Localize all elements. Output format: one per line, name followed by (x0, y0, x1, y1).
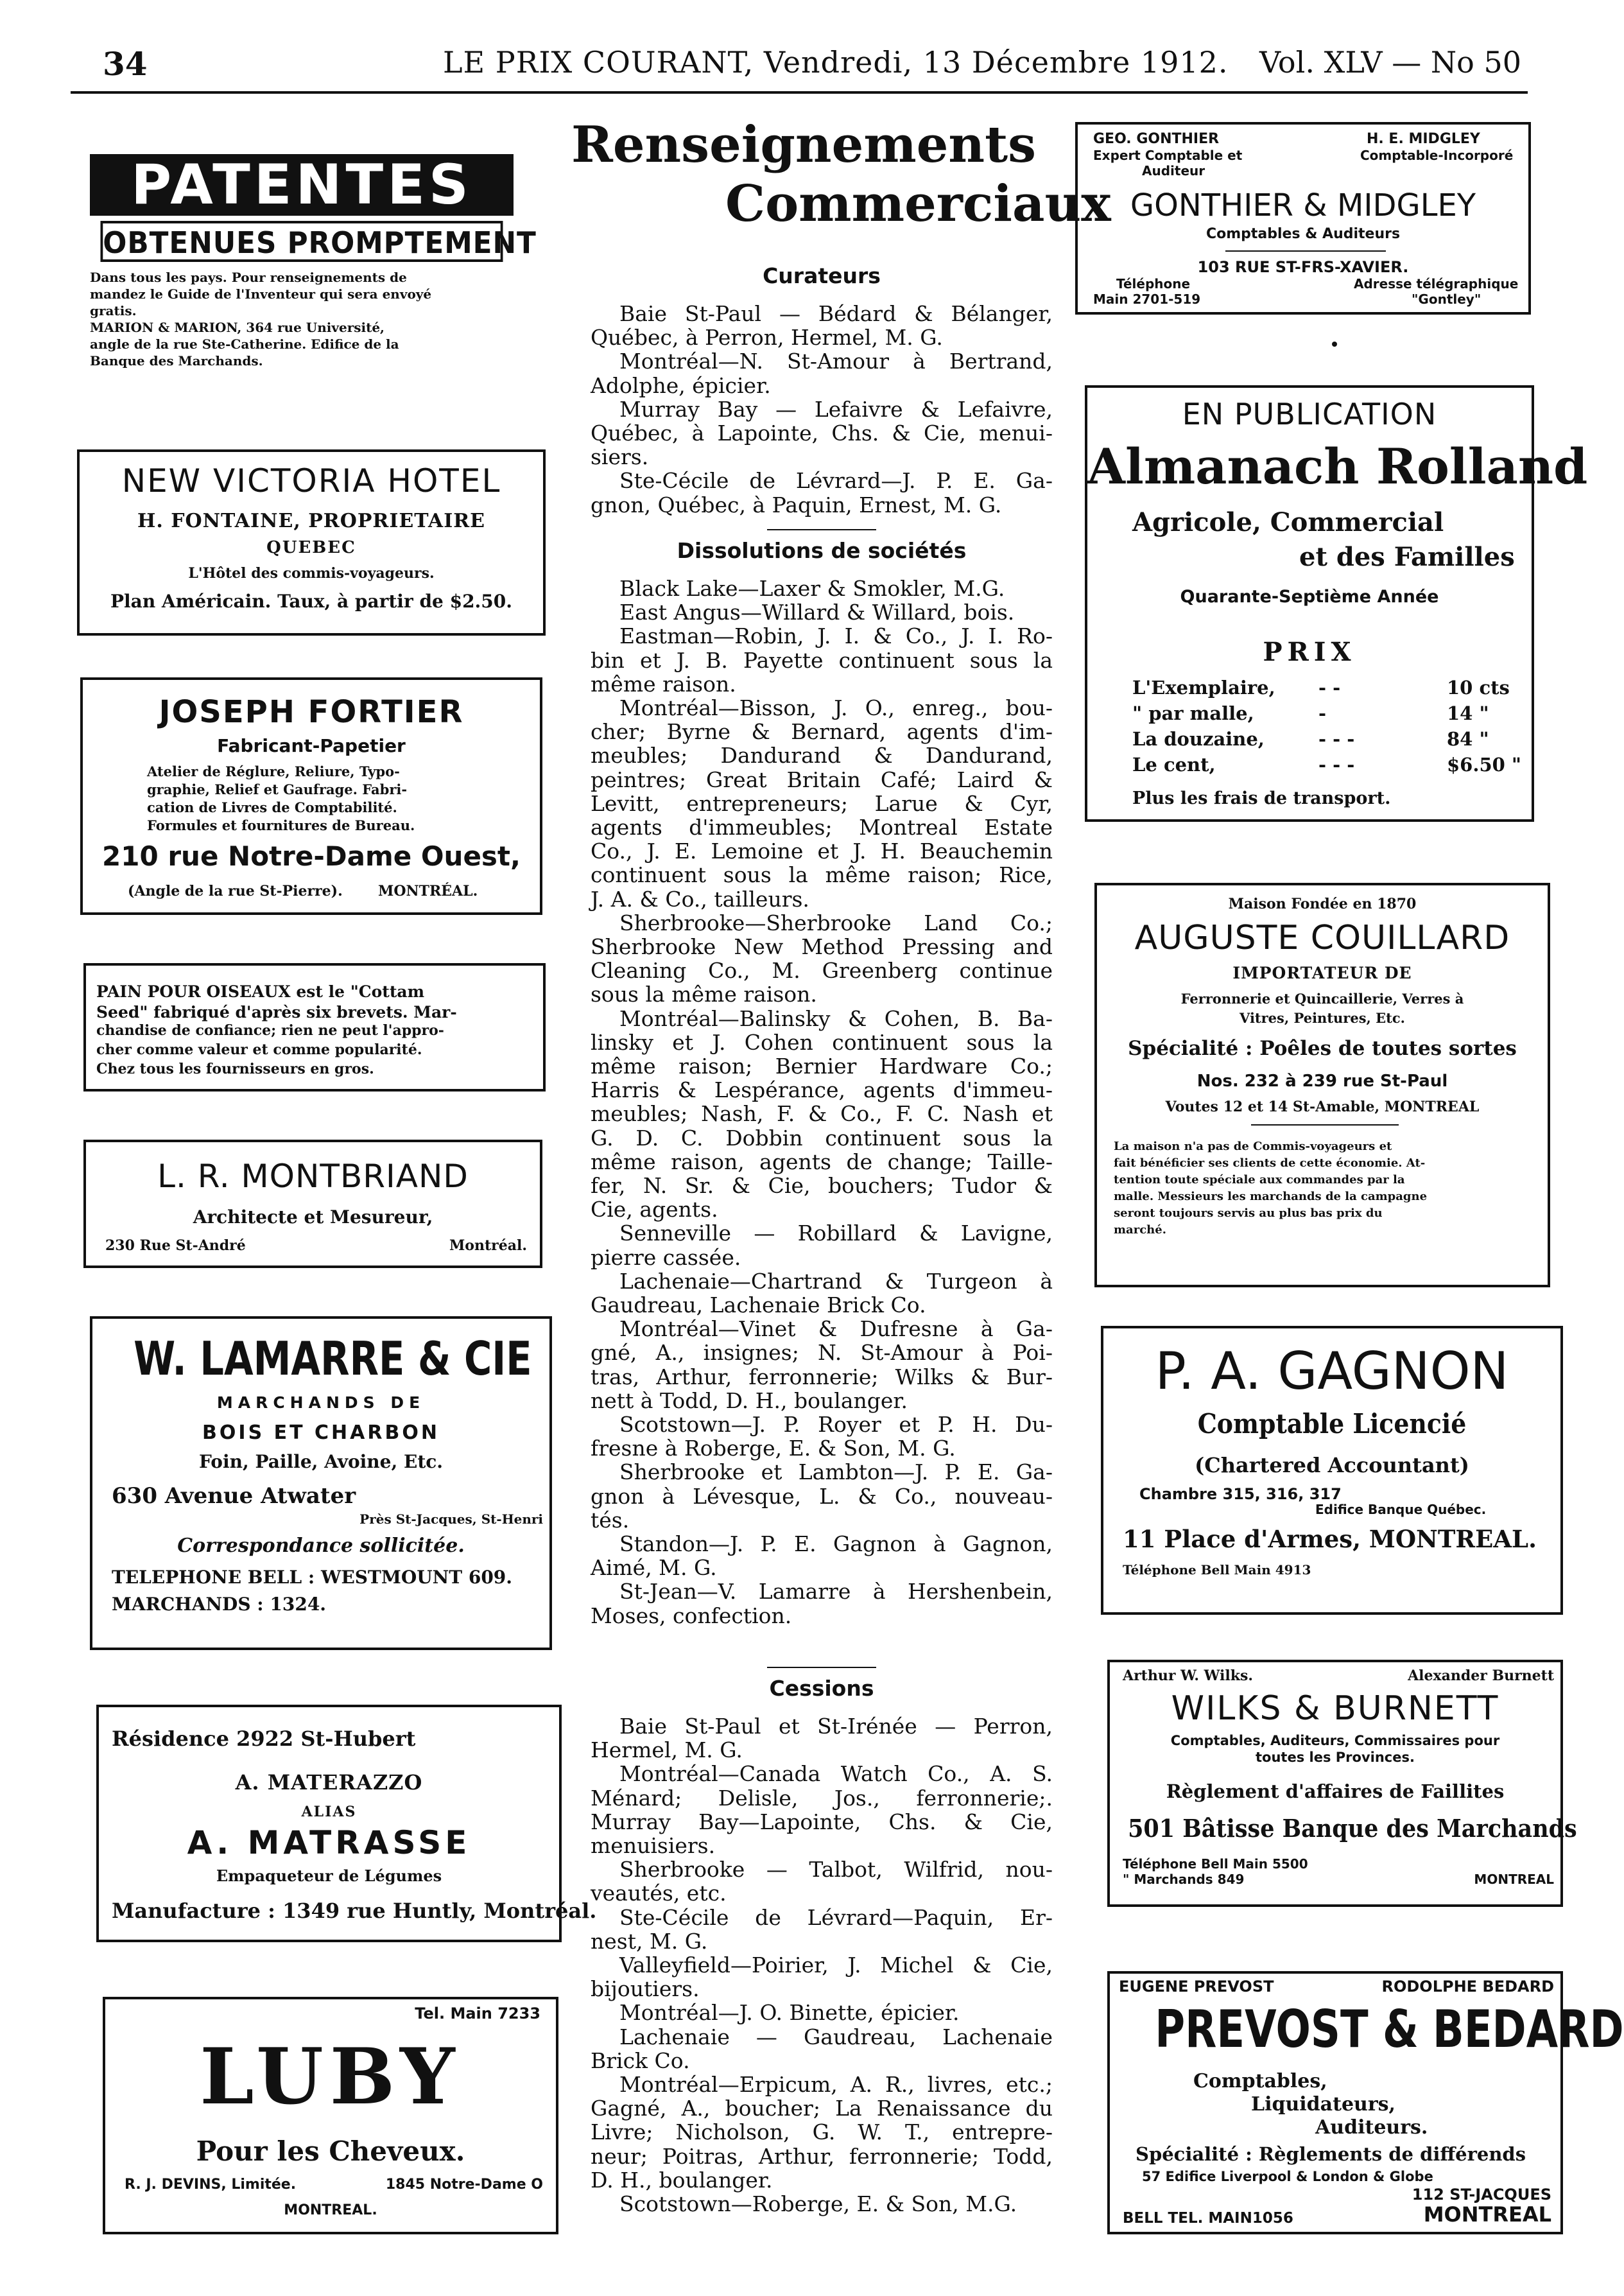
entry-line: gnon, Québec, à Paquin, Ernest, M. G. (591, 492, 1002, 517)
entry-line: Livre; Nicholson, G. W. T., entrepre- (591, 2119, 1053, 2145)
couillard-note-2: fait bénéficier ses clients de cette économie. At- (1114, 1156, 1426, 1170)
patentes-line-4: MARION & MARION, 364 rue Université, (90, 320, 385, 335)
ad-joseph-fortier (80, 677, 542, 915)
commercial-entry (591, 696, 1053, 911)
lamarre-corr: Correspondance sollicitée. (177, 1535, 465, 1557)
entry-line: tés. (591, 1507, 630, 1533)
entry-line: G. D. C. Dobbin continuent sous la (591, 1125, 1053, 1151)
entry-line: tras, Arthur, ferronnerie; Wilks & Bur- (591, 1364, 1053, 1389)
gonthier-tel: Main 2701-519 (1093, 291, 1201, 307)
commercial-entry (591, 1762, 1053, 1857)
entry-line: veautés, etc. (591, 1881, 727, 1906)
almanach-name: Almanach Rolland (1087, 438, 1588, 495)
couillard-line-2: Vitres, Peintures, Etc. (1240, 1010, 1405, 1026)
entry-line: fresne à Roberge, E. & Son, M. G. (591, 1436, 956, 1461)
wilks-name: WILKS & BURNETT (1171, 1689, 1499, 1728)
wilks-city: MONTREAL (1474, 1872, 1554, 1887)
ad-montbriand (83, 1140, 542, 1268)
gonthier-address: 103 RUE ST-FRS-XAVIER. (1197, 258, 1409, 276)
entry-line: bijoutiers. (591, 1976, 700, 2002)
couillard-addr2: Voutes 12 et 14 St-Amable, MONTREAL (1165, 1099, 1480, 1115)
wilks-tel-2: " Marchands 849 (1123, 1872, 1245, 1887)
wilks-partner2: Alexander Burnett (1408, 1667, 1554, 1684)
section-heading: Dissolutions de sociétés (677, 538, 967, 563)
entry-line: menuisiers. (591, 1833, 716, 1858)
entry-line: même raison. (591, 671, 736, 697)
couillard-founded: Maison Fondée en 1870 (1228, 896, 1417, 912)
matrasse-name1: A. MATERAZZO (235, 1770, 423, 1795)
gonthier-name: GONTHIER & MIDGLEY (1130, 187, 1476, 223)
entry-line: linsky et J. Cohen continuent sous la (591, 1029, 1053, 1055)
victoria-tagline: L'Hôtel des commis-voyageurs. (188, 565, 435, 582)
entry-line: Cleaning Co., M. Greenberg continue (591, 958, 1053, 984)
entry-line: Sherbrooke — Talbot, Wilfrid, nou- (619, 1857, 1053, 1883)
commercial-entry (591, 1857, 1053, 1905)
entry-line: Brick Co. (591, 2048, 690, 2073)
fortier-city: MONTRÉAL. (378, 883, 478, 900)
ad-luby (103, 1997, 558, 2234)
header-rule (71, 91, 1528, 94)
entry-line: Montréal—N. St-Amour à Bertrand, (619, 349, 1053, 374)
entry-line: Black Lake—Laxer & Smokler, M.G. (619, 576, 1005, 601)
commercial-entry (591, 2192, 1053, 2216)
commercial-entry (591, 302, 1053, 349)
almanach-row-label: Le cent, (1132, 754, 1216, 776)
lamarre-address: 630 Avenue Atwater (112, 1483, 356, 1509)
gagnon-address: 11 Place d'Armes, MONTREAL. (1123, 1525, 1537, 1553)
entry-line: gnon à Lévesque, L. & Co., nouveau- (591, 1483, 1053, 1509)
montbriand-trade: Architecte et Mesureur, (193, 1206, 433, 1228)
wilks-line-1: Comptables, Auditeurs, Commissaires pour (1170, 1733, 1500, 1748)
section-separator (767, 529, 876, 530)
gagnon-title: Comptable Licencié (1197, 1408, 1467, 1439)
entry-line: Scotstown—J. P. Royer et P. H. Du- (619, 1412, 1053, 1437)
prevost-partner1: EUGENE PREVOST (1119, 1978, 1274, 1996)
entry-line: Baie St-Paul et St-Irénée — Perron, (619, 1714, 1053, 1739)
ad-matrasse (96, 1705, 597, 1942)
volume-number: Vol. XLV — No 50 (1259, 45, 1521, 80)
prevost-line-1: Comptables, (1193, 2070, 1327, 2092)
prevost-line-6: 112 ST-JACQUES (1412, 2186, 1551, 2204)
entry-line: Québec, à Perron, Hermel, M. G. (591, 325, 943, 351)
entry-line: Ménard; Delisle, Jos., ferronnerie;. (591, 1785, 1053, 1811)
section-separator (767, 1667, 876, 1668)
entry-line: Scotstown—Roberge, E. & Son, M.G. (619, 2191, 1017, 2216)
pain-line-1: PAIN POUR OISEAUX est le "Cottam (96, 982, 425, 1001)
almanach-row-dots: - - - (1318, 754, 1355, 776)
wilks-line-2: toutes les Provinces. (1256, 1750, 1415, 1765)
commercial-entry (591, 1532, 1053, 1579)
almanach-row-label: L'Exemplaire, (1132, 677, 1275, 699)
entry-line: D. H., boulanger. (591, 2167, 773, 2193)
commercial-entry (591, 397, 1053, 469)
almanach-row-dots: - (1318, 702, 1327, 724)
gonthier-divider (1225, 250, 1386, 252)
pain-line-2: Seed" fabriqué d'après six brevets. Mar- (96, 1003, 457, 1022)
montbriand-address: 230 Rue St-André (105, 1237, 246, 1254)
entry-line: continuent sous la même raison; Rice, (591, 862, 1053, 888)
matrasse-trade: Empaqueteur de Légumes (216, 1866, 442, 1885)
couillard-addr1: Nos. 232 à 239 rue St-Paul (1196, 1072, 1448, 1091)
lamarre-line-2: BOIS ET CHARBON (202, 1422, 440, 1444)
entry-line: peintres; Great Britain Café; Laird & (591, 767, 1053, 792)
wilks-line-4: 501 Bâtisse Banque des Marchands (1128, 1814, 1577, 1843)
almanach-line-4: Quarante-Septième Année (1180, 587, 1439, 607)
gonthier-partner1-title2: Auditeur (1142, 163, 1205, 178)
entry-line: sous la même raison. (591, 982, 817, 1007)
couillard-name: AUGUSTE COUILLARD (1134, 919, 1510, 957)
entry-line: St-Jean—V. Lamarre à Hershenbein, (619, 1579, 1053, 1605)
lamarre-march: MARCHANDS : 1324. (112, 1594, 327, 1615)
almanach-en-publication: EN PUBLICATION (1182, 397, 1437, 431)
page-number: 34 (103, 45, 148, 83)
entry-line: Standon—J. P. E. Gagnon à Gagnon, (619, 1531, 1053, 1556)
commercial-entry (591, 1007, 1053, 1222)
fortier-trade: Fabricant-Papetier (217, 735, 406, 756)
almanach-row-label: " par malle, (1132, 702, 1254, 724)
ad-pa-gagnon (1101, 1326, 1563, 1615)
wilks-line-3: Règlement d'affaires de Faillites (1166, 1780, 1505, 1802)
patentes-line-6: Banque des Marchands. (90, 353, 263, 369)
entry-line: Co., J. E. Lemoine et J. H. Beauchemin (591, 839, 1053, 864)
fortier-line-3: cation de Livres de Comptabilité. (147, 799, 397, 815)
entry-line: Montréal—J. O. Binette, épicier. (619, 2000, 960, 2026)
fortier-address: 210 rue Notre-Dame Ouest, (102, 840, 521, 872)
prevost-line-3: Auditeurs. (1315, 2116, 1428, 2139)
luby-slogan: Pour les Cheveux. (196, 2135, 465, 2167)
ad-pain-oiseaux (83, 963, 546, 1091)
commercial-entry (591, 1317, 1053, 1413)
gonthier-tel-label: Téléphone (1116, 276, 1191, 291)
entry-line: Eastman—Robin, J. I. & Co., J. I. Ro- (619, 623, 1053, 649)
fortier-line-4: Formules et fournitures de Bureau. (147, 817, 415, 833)
patentes-line-3: gratis. (90, 303, 137, 318)
entry-line: meubles; Nash, F. & Co., F. C. Nash et (591, 1101, 1053, 1127)
lamarre-line-3: Foin, Paille, Avoine, Etc. (198, 1451, 444, 1472)
couillard-divider (1251, 1124, 1399, 1126)
entry-line: bin et J. B. Payette continuent sous la (591, 647, 1053, 673)
almanach-row-label: La douzaine, (1132, 728, 1265, 750)
commercial-entry (591, 2073, 1053, 2192)
entry-line: Sherbrooke et Lambton—J. P. E. Ga- (619, 1459, 1053, 1485)
couillard-note-1: La maison n'a pas de Commis-voyageurs et (1114, 1140, 1392, 1153)
matrasse-residence: Résidence 2922 St-Hubert (112, 1726, 416, 1751)
fortier-name: JOSEPH FORTIER (159, 694, 464, 730)
entry-line: Cie, agents. (591, 1197, 718, 1222)
commercial-entry (591, 624, 1053, 696)
commercial-entry (591, 1221, 1053, 1269)
entry-line: agents d'immeubles; Montreal Estate (591, 815, 1053, 840)
almanach-row-price: 14 " (1447, 702, 1489, 724)
couillard-note-6: marché. (1114, 1223, 1166, 1237)
entry-line: Murray Bay—Lapointe, Chs. & Cie, (591, 1809, 1053, 1834)
commercial-entry (591, 1714, 1053, 1762)
patentes-line-2: mandez le Guide de l'Inventeur qui sera envoyé (90, 286, 432, 302)
patentes-title: PATENTES (90, 154, 514, 216)
entry-line: fer, N. Sr. & Cie, bouchers; Tudor & (591, 1173, 1053, 1199)
entry-line: pierre cassée. (591, 1244, 741, 1270)
gonthier-wire-label: Adresse télégraphique (1354, 276, 1519, 291)
montbriand-city: Montréal. (449, 1237, 527, 1254)
lamarre-near: Près St-Jacques, St-Henri (359, 1511, 543, 1527)
couillard-spec: Spécialité : Poêles de toutes sortes (1128, 1037, 1517, 1060)
prevost-name: PREVOST & BEDARD (1155, 1999, 1624, 2059)
running-header (71, 39, 1528, 83)
almanach-row-price: 84 " (1447, 728, 1489, 750)
gagnon-building: Edifice Banque Québec. (1315, 1502, 1487, 1517)
entry-line: Lachenaie—Chartrand & Turgeon à (619, 1268, 1053, 1294)
entry-line: Sherbrooke New Method Pressing and (591, 934, 1053, 959)
entry-line: Levitt, entrepreneurs; Larue & Cyr, (591, 790, 1053, 816)
couillard-note-4: malle. Messieurs les marchands de la campagne (1114, 1190, 1428, 1203)
commercial-entry (591, 1579, 1053, 1627)
prevost-line-2: Liquidateurs, (1251, 2093, 1395, 2116)
almanach-prix: PRIX (1263, 637, 1356, 667)
entry-line: même raison; Bernier Hardware Co.; (591, 1054, 1053, 1079)
wilks-partner1: Arthur W. Wilks. (1123, 1667, 1253, 1684)
entry-line: Moses, confection. (591, 1603, 792, 1628)
matrasse-factory: Manufacture : 1349 rue Huntly, Montréal. (112, 1899, 597, 1923)
entry-line: Gaudreau, Lachenaie Brick Co. (591, 1292, 926, 1318)
almanach-row-dots: - - - (1318, 728, 1355, 750)
column-title-line-2: Commerciaux (725, 175, 1111, 233)
ad-wilks-burnett (1107, 1660, 1577, 1907)
entry-line: Montréal—Vinet & Dufresne à Ga- (619, 1316, 1053, 1342)
entry-line: Valleyfield—Poirier, J. Michel & Cie, (619, 1952, 1053, 1978)
almanach-row-dots: - - (1318, 677, 1341, 699)
victoria-owner: H. FONTAINE, PROPRIETAIRE (137, 510, 486, 532)
entry-line: Ste-Cécile de Lévrard—Paquin, Er- (619, 1904, 1053, 1930)
matrasse-name2: A. MATRASSE (187, 1824, 471, 1861)
commercial-entry (591, 2001, 1053, 2024)
commercial-entry (591, 911, 1053, 1007)
patentes-line-1: Dans tous les pays. Pour renseignements de (90, 270, 407, 285)
gonthier-partner1: GEO. GONTHIER (1093, 131, 1220, 147)
commercial-entry (591, 1269, 1053, 1317)
prevost-line-5: 57 Edifice Liverpool & London & Globe (1142, 2169, 1433, 2184)
entry-line: nest, M. G. (591, 1928, 708, 1954)
gagnon-rooms: Chambre 315, 316, 317 (1139, 1485, 1342, 1503)
victoria-name: NEW VICTORIA HOTEL (121, 462, 501, 500)
entry-line: siers. (591, 444, 649, 470)
entry-line: Montréal—Bisson, J. O., enreg., bou- (619, 695, 1053, 720)
gagnon-tel: Téléphone Bell Main 4913 (1123, 1562, 1311, 1578)
luby-tel: Tel. Main 7233 (415, 2005, 540, 2022)
couillard-note-3: tention toute spéciale aux commandes par la (1114, 1173, 1405, 1187)
entry-line: cher; Byrne & Bernard, agents d'im- (591, 719, 1053, 745)
lamarre-name: W. LAMARRE & CIE (134, 1332, 532, 1386)
ad-lamarre (90, 1316, 552, 1650)
luby-maker: R. J. DEVINS, Limitée. (125, 2177, 297, 2193)
luby-city: MONTREAL. (284, 2202, 377, 2218)
entry-line: nett à Todd, D. H., boulanger. (591, 1387, 908, 1413)
ad-almanach-rolland (1085, 385, 1588, 822)
gonthier-partner2: H. E. MIDGLEY (1367, 131, 1480, 147)
almanach-row-price: $6.50 " (1447, 754, 1522, 776)
entry-line: Baie St-Paul — Bédard & Bélanger, (619, 301, 1053, 326)
commercial-entry (591, 600, 1053, 624)
column-title-line-1: Renseignements (571, 116, 1037, 174)
entry-line: Murray Bay — Lefaivre & Lefaivre, (619, 396, 1053, 422)
entry-line: meubles; Dandurand & Dandurand, (591, 743, 1053, 769)
section-heading: Curateurs (763, 263, 881, 288)
matrasse-alias: ALIAS (301, 1804, 357, 1820)
commercial-entry (591, 1906, 1053, 1953)
patentes-subtitle: OBTENUES PROMPTEMENT (101, 221, 503, 262)
gonthier-partner2-title: Comptable-Incorporé (1360, 148, 1514, 163)
ad-prevost-bedard (1107, 1971, 1624, 2234)
montbriand-name: L. R. MONTBRIAND (157, 1158, 469, 1195)
fortier-line-1: Atelier de Réglure, Reliure, Typo- (147, 763, 400, 779)
entry-line: Gagné, A., boucher; La Renaissance du (591, 2096, 1053, 2121)
almanach-line-3: et des Familles (1299, 542, 1515, 572)
ad-victoria-hotel (77, 449, 546, 636)
prevost-partner2: RODOLPHE BEDARD (1381, 1978, 1554, 1996)
commercial-entry (591, 577, 1053, 600)
commercial-entry (591, 2025, 1053, 2073)
prevost-city: MONTREAL (1423, 2202, 1551, 2227)
ad-gonthier-midgley (1075, 122, 1531, 315)
luby-address: 1845 Notre-Dame O (385, 2177, 543, 2193)
ad-patentes (90, 153, 537, 411)
pain-line-4: cher comme valeur et comme popularité. (96, 1041, 422, 1058)
entry-line: Montréal—Balinsky & Cohen, B. Ba- (619, 1005, 1053, 1031)
bullet-dot (1332, 342, 1337, 347)
entry-line: East Angus—Willard & Willard, bois. (619, 600, 1015, 625)
gonthier-wire: "Gontley" (1412, 291, 1481, 307)
entry-line: Hermel, M. G. (591, 1737, 743, 1763)
commercial-entry (591, 1413, 1053, 1460)
entry-line: Lachenaie — Gaudreau, Lachenaie (619, 2024, 1053, 2049)
lamarre-tel: TELEPHONE BELL : WESTMOUNT 609. (112, 1567, 513, 1588)
entry-line: même raison, agents de change; Taille- (591, 1149, 1053, 1174)
entry-line: gné, A., insignes; N. St-Amour à Poi- (591, 1340, 1053, 1366)
commercial-entry (591, 1460, 1053, 1532)
wilks-tel-1: Téléphone Bell Main 5500 (1123, 1856, 1308, 1872)
almanach-row-price: 10 cts (1447, 677, 1510, 699)
prevost-tel: BELL TEL. MAIN1056 (1123, 2210, 1293, 2227)
entry-line: Québec, à Lapointe, Chs. & Cie, menui- (591, 421, 1053, 446)
almanach-line-2: Agricole, Commercial (1132, 507, 1444, 537)
entry-line: Sherbrooke—Sherbrooke Land Co.; (619, 910, 1053, 935)
victoria-plan: Plan Américain. Taux, à partir de $2.50. (110, 591, 513, 612)
entry-line: Montréal—Erpicum, A. R., livres, etc.; (619, 2072, 1053, 2097)
pain-line-5: Chez tous les fournisseurs en gros. (96, 1061, 374, 1077)
publication-title: LE PRIX COURANT, Vendredi, 13 Décembre 1912. (443, 45, 1229, 80)
entry-line: Senneville — Robillard & Lavigne, (619, 1221, 1053, 1246)
fortier-corner: (Angle de la rue St-Pierre). (128, 883, 343, 900)
couillard-note-5: seront toujours servis au plus bas prix du (1114, 1206, 1383, 1220)
almanach-note: Plus les frais de transport. (1132, 788, 1391, 808)
entry-line: J. A. & Co., tailleurs. (591, 886, 809, 912)
gonthier-partner1-title1: Expert Comptable et (1093, 148, 1243, 163)
patentes-line-5: angle de la rue Ste-Catherine. Edifice de la (90, 336, 399, 352)
commercial-entry (591, 469, 1053, 516)
lamarre-line-1: MARCHANDS DE (216, 1393, 426, 1412)
prevost-line-4: Spécialité : Règlements de différends (1136, 2143, 1526, 2165)
entry-line: Aimé, M. G. (591, 1555, 717, 1581)
pain-line-3: chandise de confiance; rien ne peut l'appro- (96, 1022, 444, 1039)
gagnon-en: (Chartered Accountant) (1195, 1453, 1469, 1477)
commercial-entry (591, 1953, 1053, 2001)
gagnon-name: P. A. GAGNON (1155, 1341, 1509, 1401)
entry-line: Harris & Lespérance, agents d'immeu- (591, 1077, 1053, 1103)
entry-line: Montréal—Canada Watch Co., A. S. (619, 1761, 1053, 1787)
gonthier-trade: Comptables & Auditeurs (1205, 226, 1401, 242)
commercial-entry (591, 349, 1053, 397)
entry-line: Ste-Cécile de Lévrard—J. P. E. Ga- (619, 468, 1053, 494)
fortier-line-2: graphie, Relief et Gaufrage. Fabri- (147, 781, 408, 797)
ad-auguste-couillard (1094, 883, 1550, 1287)
entry-line: Adolphe, épicier. (591, 372, 771, 398)
entry-line: neur; Poitras, Arthur, ferronnerie; Todd, (591, 2143, 1053, 2169)
couillard-line-1: Ferronnerie et Quincaillerie, Verres à (1180, 991, 1464, 1007)
couillard-trade: IMPORTATEUR DE (1232, 964, 1412, 982)
luby-name: LUBY (200, 2031, 462, 2122)
section-heading: Cessions (769, 1676, 874, 1701)
victoria-city: QUEBEC (266, 538, 356, 557)
